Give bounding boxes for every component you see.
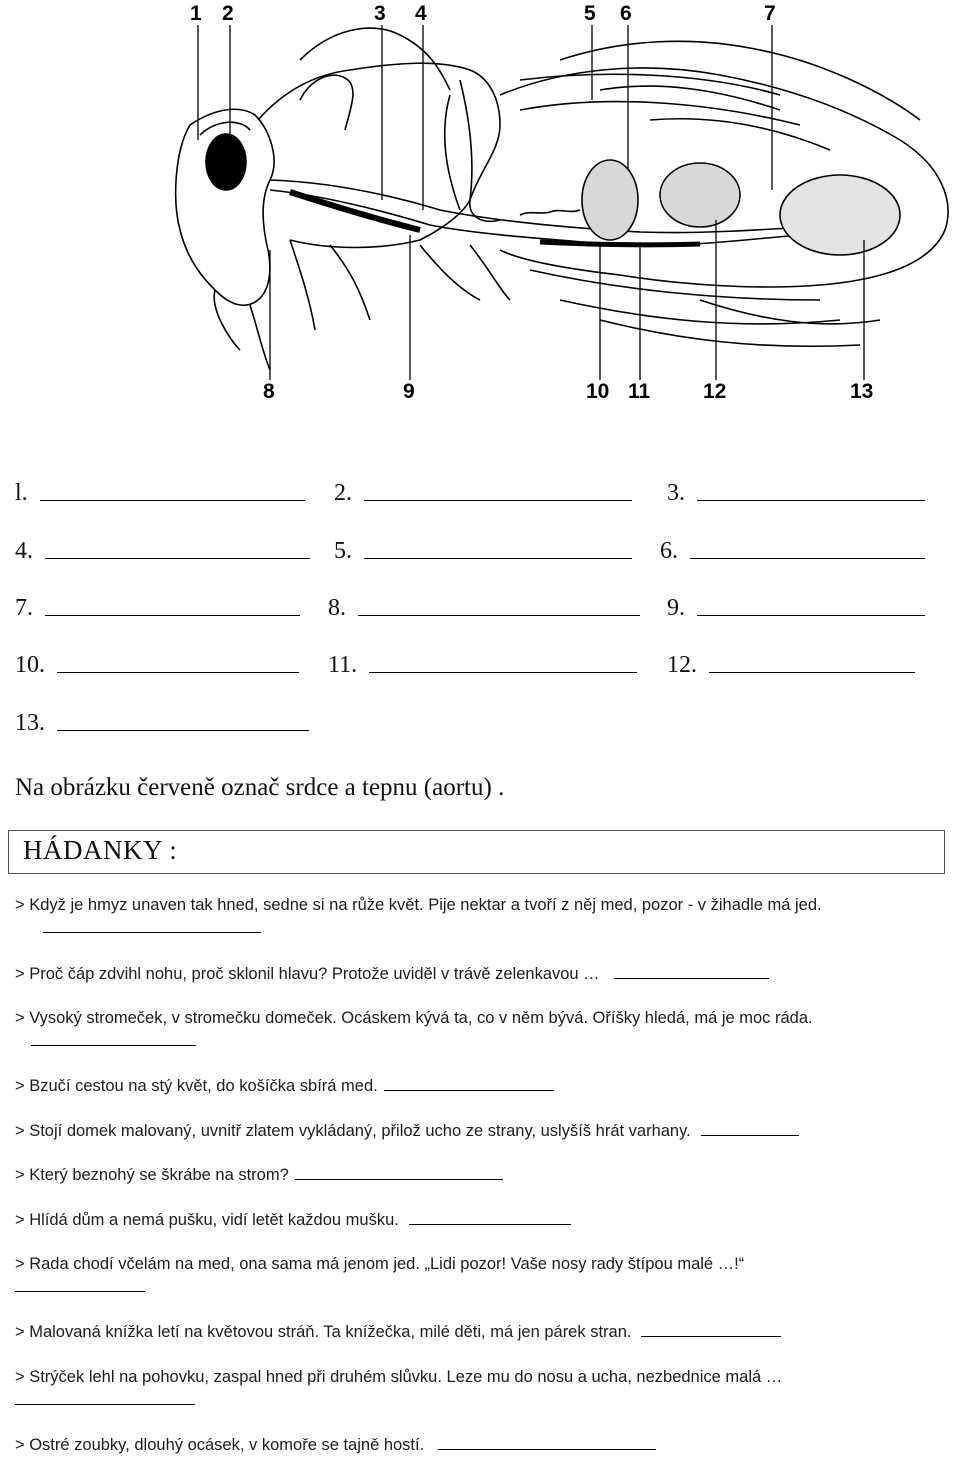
answer-line[interactable] (358, 595, 640, 616)
riddle-9 (15, 1321, 940, 1344)
label-13: 13 (850, 380, 874, 403)
riddle-10 (15, 1366, 940, 1412)
answer-line[interactable] (697, 480, 925, 501)
blank-label: l. (15, 480, 28, 506)
answer-line[interactable] (409, 1210, 571, 1225)
label-10: 10 (586, 380, 610, 403)
riddle-text: > Rada chodí včelám na med, ona sama má jenom jed. „Lidi pozor! Vaše nosy rady štípou malé …!“ (15, 1255, 745, 1273)
answer-line[interactable] (690, 538, 925, 559)
answer-line[interactable] (614, 964, 769, 979)
blank-label: 2. (334, 480, 352, 506)
answer-line[interactable] (709, 652, 915, 673)
riddle-6 (15, 1164, 940, 1187)
riddle-2 (15, 963, 940, 986)
riddle-text: > Když je hmyz unaven tak hned, sedne si na růže květ. Pije nektar a tvoří z něj med, pozor - v žihadle má jed. (15, 896, 822, 914)
blank-label: 9. (667, 595, 685, 621)
blank-label: 13. (15, 710, 45, 736)
riddle-3 (15, 1007, 940, 1053)
answer-line[interactable] (43, 918, 261, 933)
blank-label: 12. (667, 652, 697, 678)
blank-row-3 (0, 595, 960, 635)
label-4: 4 (415, 2, 427, 25)
riddle-4 (15, 1075, 940, 1098)
diagram-labels (190, 2, 873, 403)
riddle-7 (15, 1209, 940, 1232)
answer-line[interactable] (45, 595, 300, 616)
instruction-text: Na obrázku červeně označ srdce a tepnu (aortu) . (15, 774, 505, 801)
riddle-text: > Ostré zoubky, dlouhý ocásek, v komoře se tajně hostí. (15, 1436, 425, 1454)
answer-line[interactable] (15, 1390, 195, 1405)
answer-line[interactable] (31, 1031, 196, 1046)
blank-label: 5. (334, 538, 352, 564)
answer-line[interactable] (57, 652, 299, 673)
label-7: 7 (764, 2, 776, 25)
riddles-title: HÁDANKY : (23, 835, 178, 865)
riddles-header-box (8, 830, 945, 874)
riddle-text: > Který beznohý se škrábe na strom? (15, 1166, 289, 1184)
answer-line[interactable] (364, 480, 632, 501)
label-3: 3 (374, 2, 386, 25)
riddle-text: > Strýček lehl na pohovku, zaspal hned při druhém slůvku. Leze mu do nosu a ucha, nezbednice malá … (15, 1368, 783, 1386)
insect-outline (176, 28, 948, 370)
answer-line[interactable] (364, 538, 632, 559)
answer-line[interactable] (369, 652, 637, 673)
riddle-text: > Vysoký stromeček, v stromečku domeček. Ocáskem kývá ta, co v něm bývá. Oříšky hledá, má je moc ráda. (15, 1009, 813, 1027)
label-6: 6 (620, 2, 632, 25)
label-9: 9 (403, 380, 415, 403)
answer-line[interactable] (384, 1076, 554, 1091)
brain-mass (206, 134, 246, 190)
answer-line[interactable] (45, 538, 310, 559)
riddle-1 (15, 894, 940, 940)
answer-line[interactable] (15, 1277, 145, 1292)
answer-line[interactable] (438, 1435, 656, 1450)
blank-label: 11. (328, 652, 358, 678)
blank-label: 8. (328, 595, 346, 621)
blank-label: 6. (660, 538, 678, 564)
riddle-5 (15, 1120, 940, 1143)
label-11: 11 (628, 380, 651, 403)
answer-line[interactable] (295, 1165, 503, 1180)
blank-label: 4. (15, 538, 33, 564)
blank-row-5 (0, 710, 960, 750)
riddle-text: > Hlídá dům a nemá pušku, vidí letět každou mušku. (15, 1211, 399, 1229)
blank-row-2 (0, 538, 960, 578)
blank-label: 3. (667, 480, 685, 506)
riddle-text: > Malovaná knížka letí na květovou stráň. Ta knížečka, milé děti, má jen párek stran. (15, 1323, 632, 1341)
blank-label: 10. (15, 652, 45, 678)
label-2: 2 (222, 2, 234, 25)
blank-label: 7. (15, 595, 33, 621)
answer-line[interactable] (697, 595, 925, 616)
insect-anatomy-diagram (0, 0, 960, 410)
riddle-8 (15, 1253, 940, 1299)
riddle-11 (15, 1434, 940, 1457)
riddle-text: > Stojí domek malovaný, uvnitř zlatem vykládaný, přilož ucho ze strany, uslyšíš hrát varhany. (15, 1122, 691, 1140)
label-5: 5 (584, 2, 596, 25)
blank-row-4 (0, 652, 960, 692)
answer-line[interactable] (701, 1121, 799, 1136)
label-1: 1 (190, 2, 202, 25)
label-12: 12 (703, 380, 727, 403)
answer-line[interactable] (641, 1322, 781, 1337)
riddle-text: > Bzučí cestou na stý květ, do košíčka sbírá med. (15, 1077, 378, 1095)
riddle-text: > Proč čáp zdvihl nohu, proč sklonil hlavu? Protože uviděl v trávě zelenkavou … (15, 965, 600, 983)
answer-line[interactable] (40, 480, 305, 501)
blank-row-1 (0, 480, 960, 520)
label-8: 8 (263, 380, 275, 403)
answer-line[interactable] (57, 710, 309, 731)
